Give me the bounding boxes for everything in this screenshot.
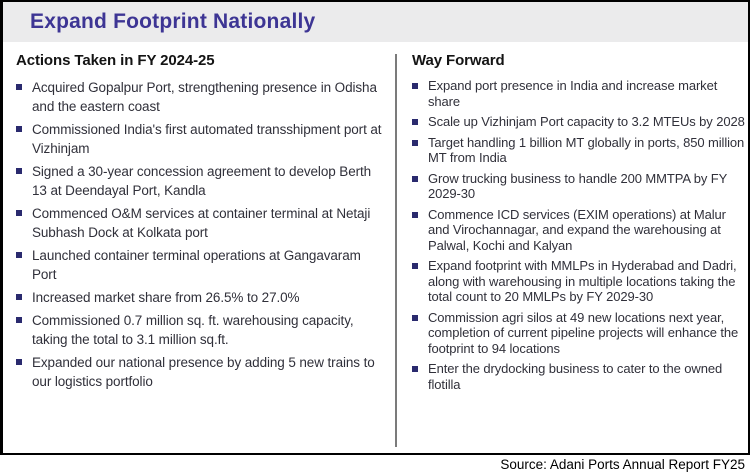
bullet-square-icon: [16, 317, 22, 323]
way-forward-list: [412, 78, 746, 392]
bullet-square-icon: [412, 140, 418, 146]
way-forward-heading: Way Forward: [412, 52, 505, 69]
list-item-text: Scale up Vizhinjam Port capacity to 3.2 MTEUs by 2028: [428, 114, 745, 129]
list-item: [412, 207, 746, 254]
bullet-square-icon: [412, 263, 418, 269]
list-item: [16, 162, 383, 200]
bullet-square-icon: [412, 366, 418, 372]
list-item-text: Expand port presence in India and increase market share: [428, 78, 718, 109]
bullet-square-icon: [412, 315, 418, 321]
bullet-square-icon: [412, 119, 418, 125]
bullet-square-icon: [16, 126, 22, 132]
actions-taken-list: [16, 78, 383, 391]
header-bar: [3, 2, 748, 42]
list-item: [16, 120, 383, 158]
list-item-text: Target handling 1 billion MT globally in ports, 850 million MT from India: [428, 134, 745, 165]
list-item-text: Commenced O&M services at container terminal at Netaji Subhash Dock at Kolkata port: [32, 206, 371, 240]
list-item-text: Commissioned India's first automated transshipment port at Vizhinjam: [32, 122, 382, 156]
list-item: [16, 246, 383, 284]
bullet-square-icon: [16, 294, 22, 300]
list-item-text: Commission agri silos at 49 new locations next year, completion of current pipeline projects will enhance the footprint to 94 locations: [428, 309, 739, 356]
bullet-square-icon: [412, 212, 418, 218]
bullet-square-icon: [412, 176, 418, 182]
bullet-square-icon: [16, 210, 22, 216]
list-item-text: Launched container terminal operations at Gangavaram Port: [32, 248, 361, 282]
bullet-square-icon: [412, 83, 418, 89]
actions-taken-heading: Actions Taken in FY 2024-25: [16, 52, 215, 69]
list-item: [412, 258, 746, 305]
list-item-text: Increased market share from 26.5% to 27.0%: [32, 290, 300, 305]
list-item-text: Signed a 30-year concession agreement to develop Berth 13 at Deendayal Port, Kandla: [32, 164, 372, 198]
list-item-text: Commissioned 0.7 million sq. ft. warehousing capacity, taking the total to 3.1 million sq.ft.: [32, 313, 354, 347]
list-item: [16, 353, 383, 391]
bullet-square-icon: [16, 359, 22, 365]
bullet-square-icon: [16, 84, 22, 90]
list-item-text: Grow trucking business to handle 200 MMTPA by FY 2029-30: [428, 170, 727, 201]
list-item: [16, 311, 383, 349]
page-title: Expand Footprint Nationally: [30, 10, 316, 33]
list-item: [412, 361, 746, 392]
list-item: [412, 114, 746, 130]
list-item-text: Expand footprint with MMLPs in Hyderabad and Dadri, along with warehousing in multiple locations taking the total count to 20 MMLPs by FY 2029-30: [428, 258, 737, 304]
list-item: [412, 78, 746, 109]
bullet-square-icon: [16, 252, 22, 258]
list-item-text: Enter the drydocking business to cater to the owned flotilla: [428, 361, 723, 392]
list-item: [16, 288, 383, 307]
list-item-text: Commence ICD services (EXIM operations) at Malur and Virochannagar, and expand the warehousing at Palwal, Kochi and Kalyan: [428, 206, 726, 253]
list-item: [412, 310, 746, 357]
list-item-text: Expanded our national presence by adding 5 new trains to our logistics portfolio: [32, 355, 375, 389]
list-item: [16, 78, 383, 116]
way-forward-column: [397, 42, 748, 453]
list-item: [412, 135, 746, 166]
bullet-square-icon: [16, 168, 22, 174]
two-column-content: [3, 42, 748, 453]
actions-taken-column: [3, 42, 395, 453]
source-attribution: Source: Adani Ports Annual Report FY25: [500, 457, 745, 472]
list-item: [16, 204, 383, 242]
list-item: [412, 171, 746, 202]
list-item-text: Acquired Gopalpur Port, strengthening presence in Odisha and the eastern coast: [32, 80, 377, 114]
